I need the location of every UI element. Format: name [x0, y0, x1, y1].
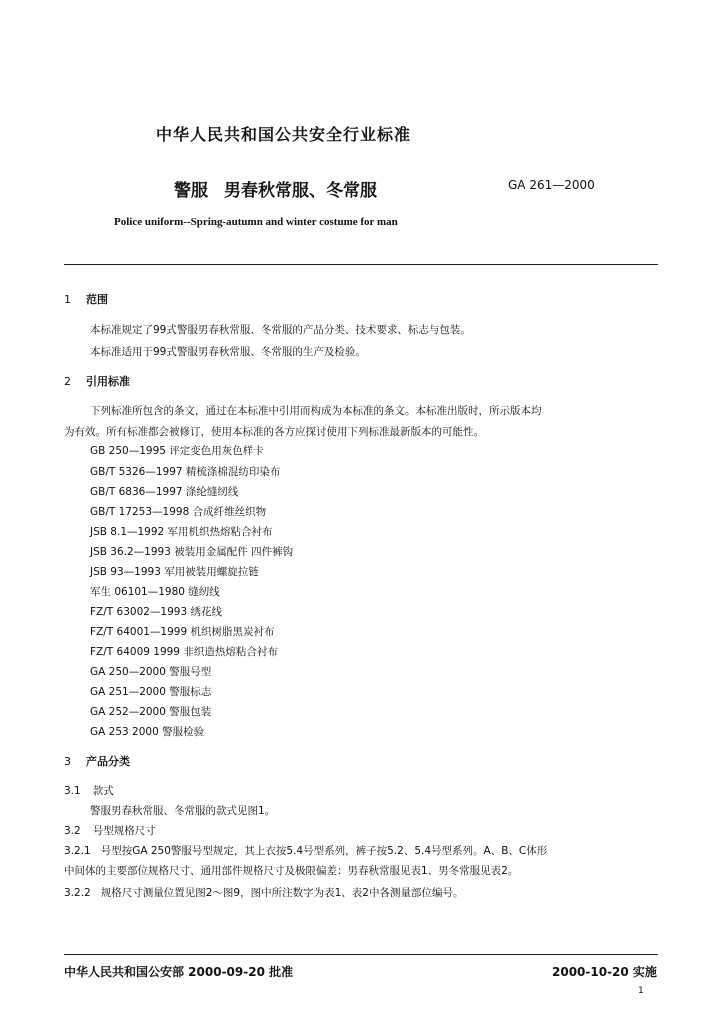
- footer-divider: [64, 954, 658, 955]
- english-title: Police uniform--Spring-autumn and winter costume for man: [114, 216, 398, 228]
- list-item: GA 253 2000 警服检验: [90, 726, 205, 738]
- subsection-3-1-text: 警服男春秋常服、冬常服的款式见图1。: [90, 805, 276, 817]
- subsection-3-2-1-line-1: 3.2.1 号型按GA 250警服号型规定，其上衣按5.4号型系列，裤子按5.2、5.4号型系列。A、B、C体形: [64, 845, 548, 857]
- list-item: JSB 93—1993 军用被装用螺旋拉链: [90, 566, 259, 578]
- list-item: GB 250—1995 评定变色用灰色样卡: [90, 445, 264, 457]
- list-item: FZ/T 64009 1999 非织造热熔粘合衬布: [90, 646, 278, 658]
- standard-code: GA 261—2000: [508, 178, 595, 192]
- list-item: FZ/T 64001—1999 机织树脂黑炭衬布: [90, 626, 275, 638]
- section-3-heading: 3 产品分类: [64, 755, 130, 768]
- list-item: GA 251—2000 警服标志: [90, 686, 212, 698]
- subsection-3-2-2-text: 3.2.2 规格尺寸测量位置见图2～图9，图中所注数字为表1、表2中各测量部位编号。: [64, 887, 464, 899]
- section-2-intro-line-2: 为有效。所有标准都会被修订，使用本标准的各方应探讨使用下列标准最新版本的可能性。: [64, 426, 484, 438]
- document-title: [174, 176, 377, 201]
- section-2-heading: 2 引用标准: [64, 375, 130, 388]
- header-divider: [64, 264, 658, 265]
- subsection-3-2-1-line-2: 中间体的主要部位规格尺寸、通用部件规格尺寸及极限偏差：男春秋常服见表1、男冬常服见表2。: [64, 865, 519, 877]
- section-2-intro-line-1: 下列标准所包含的条文，通过在本标准中引用而构成为本标准的条文。本标准出版时，所示版本均: [90, 405, 542, 417]
- list-item: GA 250—2000 警服号型: [90, 666, 212, 678]
- subsection-3-1-heading: 3.1 款式: [64, 785, 114, 797]
- page-number: 1: [638, 986, 644, 996]
- list-item: GB/T 17253—1998 合成纤维丝织物: [90, 506, 267, 518]
- list-item: GB/T 5326—1997 精梳涤棉混纺印染布: [90, 466, 281, 478]
- subsection-3-2-heading: 3.2 号型规格尺寸: [64, 825, 156, 837]
- title-main: 警服: [174, 181, 208, 201]
- section-1-para-2: 本标准适用于99式警服男春秋常服、冬常服的生产及检验。: [90, 346, 366, 358]
- issuing-body: 中华人民共和国公共安全行业标准: [156, 125, 412, 144]
- list-item: JSB 36.2—1993 被装用金属配件 四件裤钩: [90, 546, 294, 558]
- section-1-heading: 1 范围: [64, 293, 108, 306]
- list-item: GA 252—2000 警服包装: [90, 706, 212, 718]
- list-item: 军生 06101—1980 缝纫线: [90, 586, 220, 598]
- list-item: JSB 8.1—1992 军用机织热熔粘合衬布: [90, 526, 273, 538]
- list-item: FZ/T 63002—1993 绣花线: [90, 606, 222, 618]
- title-sub: 男春秋常服、冬常服: [224, 181, 377, 201]
- section-1-para-1: 本标准规定了99式警服男春秋常服、冬常服的产品分类、技术要求、标志与包装。: [90, 324, 471, 336]
- list-item: GB/T 6836—1997 涤纶缝纫线: [90, 486, 239, 498]
- implementation-date: 2000-10-20 实施: [552, 965, 657, 979]
- approval-date: 中华人民共和国公安部 2000-09-20 批准: [64, 965, 294, 979]
